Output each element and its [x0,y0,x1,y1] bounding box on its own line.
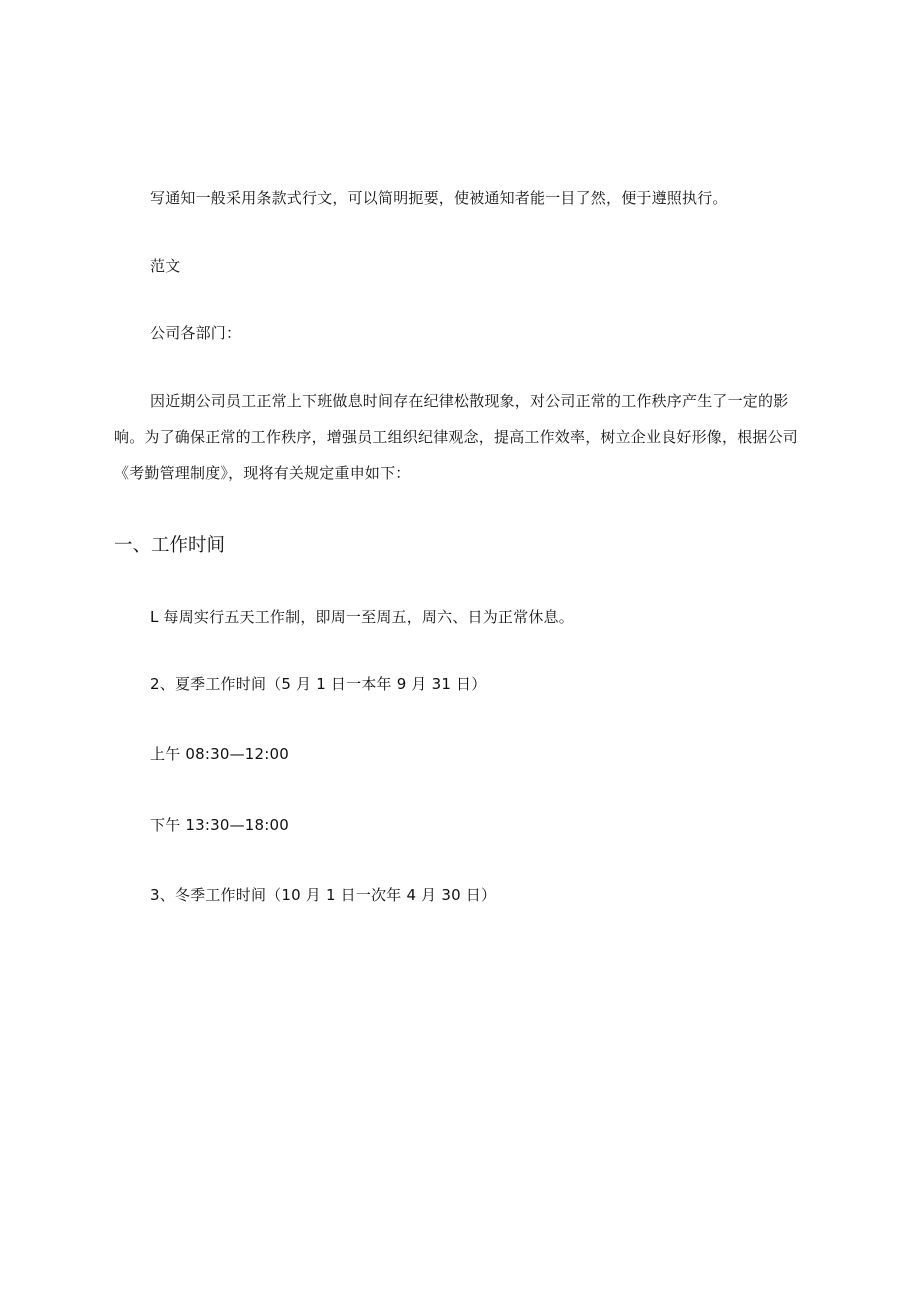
list-item-2: 2、夏季工作时间（5 月 1 日一本年 9 月 31 日） [150,675,487,693]
body-line-2: 响。为了确保正常的工作秩序，增强员工组织纪律观念，提高工作效率，树立企业良好形像，根据公司 [114,428,799,446]
salutation: 公司各部门： [150,324,242,342]
sample-label: 范文 [150,257,181,275]
body-line-1: 因近期公司员工正常上下班做息时间存在纪律松散现象，对公司正常的工作秩序产生了一定的影 [150,392,789,410]
intro-paragraph: 写通知一般采用条款式行文，可以简明扼要，使被通知者能一目了然，便于遵照执行。 [150,189,728,207]
afternoon-hours: 下午 13:30—18:00 [150,816,290,834]
list-item-1: L 每周实行五天工作制，即周一至周五，周六、日为正常休息。 [150,608,574,626]
body-line-3: 《考勤管理制度》，现将有关规定重申如下： [114,464,411,482]
list-item-3: 3、冬季工作时间（10 月 1 日一次年 4 月 30 日） [150,886,497,904]
section-heading-work-time: 一、工作时间 [114,535,226,556]
morning-hours: 上午 08:30—12:00 [150,745,290,763]
